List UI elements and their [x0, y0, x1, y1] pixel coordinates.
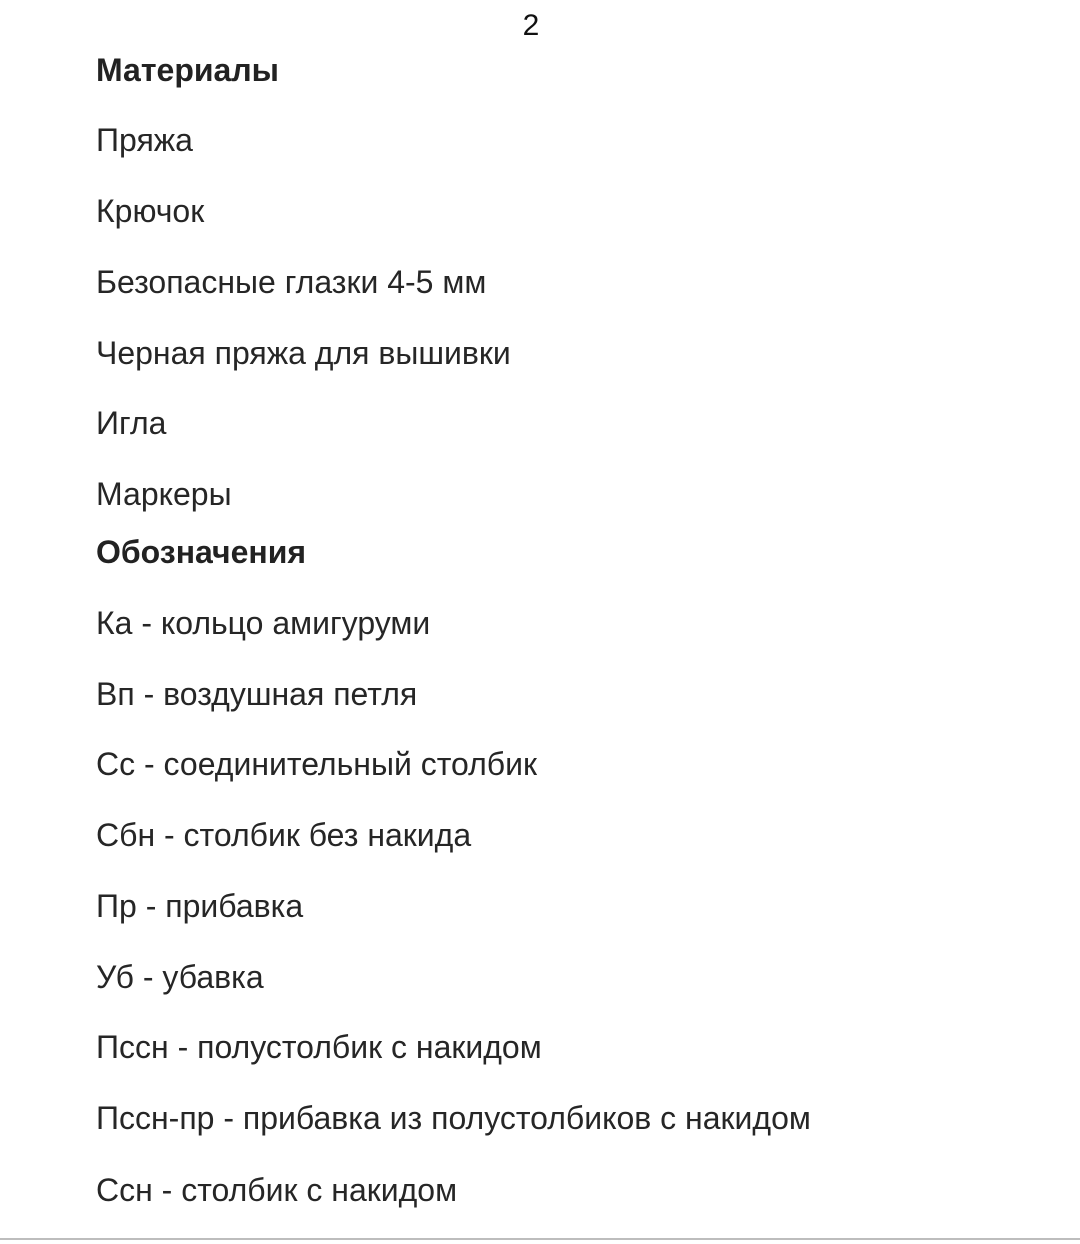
materials-item-safety-eyes: Безопасные глазки 4-5 мм — [96, 264, 487, 300]
legend-item-pssn: Пссн - полустолбик с накидом — [96, 1029, 542, 1065]
legend-item-pr: Пр - прибавка — [96, 888, 304, 924]
materials-item-needle: Игла — [96, 405, 167, 441]
materials-item-embroidery-yarn: Черная пряжа для вышивки — [96, 335, 511, 371]
legend-item-ub: Уб - убавка — [96, 959, 264, 995]
legend-item-ss: Сс - соединительный столбик — [96, 746, 537, 782]
page-number: 2 — [522, 9, 540, 42]
legend-heading: Обозначения — [96, 534, 307, 570]
legend-item-pssn-pr: Пссн-пр - прибавка из полустолбиков с накидом — [96, 1100, 811, 1136]
bottom-divider — [0, 1238, 1080, 1240]
legend-item-vp: Вп - воздушная петля — [96, 676, 418, 712]
materials-item-markers: Маркеры — [96, 476, 232, 512]
legend-item-ssn: Ссн - столбик с накидом — [96, 1172, 458, 1208]
legend-item-ka: Ка - кольцо амигуруми — [96, 605, 431, 641]
materials-heading: Материалы — [96, 52, 279, 88]
materials-item-yarn: Пряжа — [96, 122, 193, 158]
materials-item-hook: Крючок — [96, 193, 205, 229]
legend-item-sbn: Сбн - столбик без накида — [96, 817, 472, 853]
